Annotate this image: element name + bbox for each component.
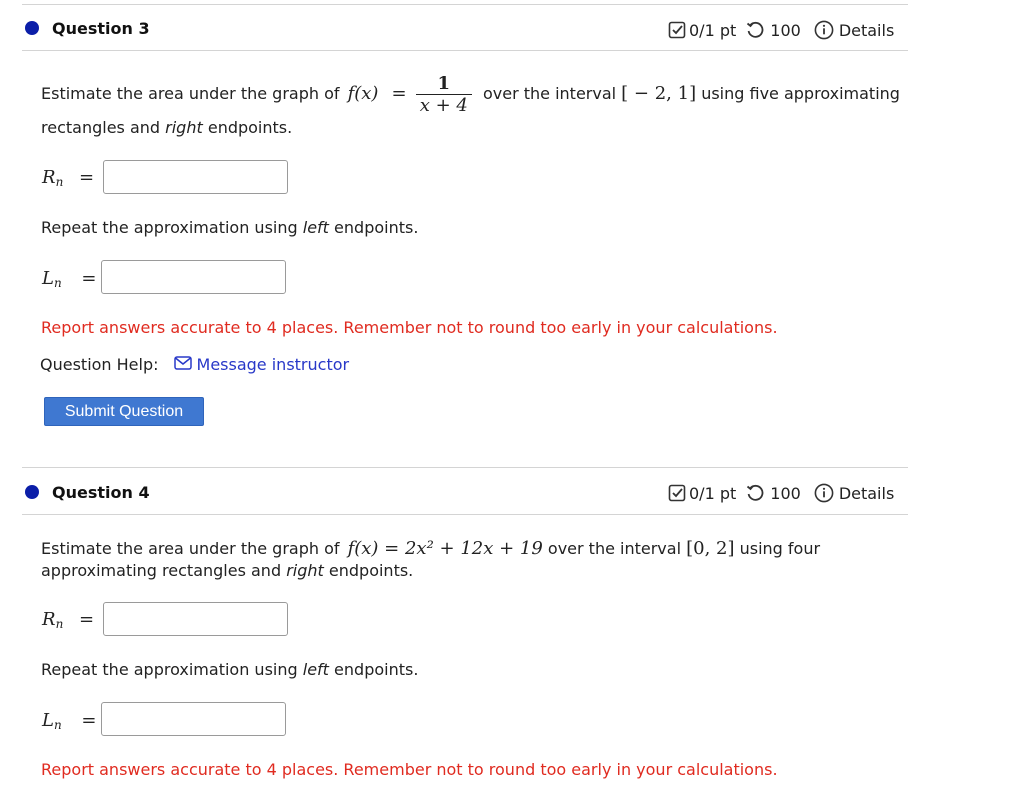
question-4-meta [668, 483, 894, 503]
prompt-end: using four [739, 539, 821, 558]
question-4-title: Question 4 [52, 483, 150, 502]
rn-letter: R [42, 167, 56, 188]
repeat-emphasis: left [302, 660, 329, 679]
ln-label: $L_n$ = [42, 268, 97, 290]
rn-subscript: n [55, 175, 64, 189]
question-3-ln-input[interactable] [101, 260, 286, 294]
ln-letter: L [42, 268, 54, 289]
prompt-end: using five approximating [701, 84, 900, 103]
question-help-label: Question Help: [40, 355, 159, 374]
repeat-end: endpoints. [334, 660, 419, 679]
rn-letter: R [42, 609, 56, 630]
question-4-score: 0/1 pt [689, 483, 737, 503]
info-icon[interactable] [814, 20, 834, 40]
fraction-denominator: x + 4 [416, 94, 472, 116]
check-square-icon [668, 484, 686, 502]
question-4-rn-input[interactable] [103, 602, 288, 636]
info-icon[interactable] [814, 483, 834, 503]
fraction-numerator: 1 [437, 73, 451, 94]
rn-subscript: n [55, 617, 64, 631]
prompt-line2-start: approximating rectangles and [41, 561, 282, 580]
divider-q4-top [22, 467, 908, 468]
question-4-prompt-line1 [41, 538, 820, 559]
question-4-report-note: Report answers accurate to 4 places. Remember not to round too early in your calculations. [41, 760, 778, 779]
rn-label: $R_n$ = [42, 609, 95, 631]
envelope-icon[interactable] [174, 355, 192, 374]
question-3-prompt-line1: Estimate the area under the graph of f(x) = $\frac{1}{x + 4}$ over the interval [ − 2, 1] using five approximating [41, 73, 900, 116]
question-3-status-dot [25, 21, 39, 35]
repeat-end: endpoints. [334, 218, 419, 237]
question-3-repeat-text [41, 218, 418, 237]
question-3-score: 0/1 pt [689, 20, 737, 40]
ln-subscript: n [53, 718, 62, 732]
check-square-icon [668, 21, 686, 39]
prompt-line2-start: rectangles and [41, 118, 161, 137]
prompt-start: Estimate the area under the graph of [41, 539, 340, 558]
prompt-start: Estimate the area under the graph of [41, 84, 340, 103]
prompt-line2-emphasis: right [165, 118, 203, 137]
question-4-attempts: 100 [770, 483, 801, 503]
prompt-line2-end: endpoints. [328, 561, 414, 580]
question-3-details-link[interactable]: Details [838, 20, 895, 40]
question-3-title: Question 3 [52, 19, 150, 38]
retry-icon [746, 21, 764, 39]
submit-question-button[interactable]: Submit Question [44, 397, 204, 426]
question-3-rn-input[interactable] [103, 160, 288, 194]
prompt-mid: over the interval [547, 539, 682, 558]
question-3-prompt-line2 [41, 118, 292, 137]
prompt-line2-end: endpoints. [207, 118, 293, 137]
question-3-meta [668, 20, 894, 40]
question-help [40, 355, 349, 374]
rn-label: $R_n$ = [42, 167, 95, 189]
function-fraction [416, 73, 472, 116]
question-4-status-dot [25, 485, 39, 499]
message-instructor-link[interactable]: Message instructor [196, 355, 350, 374]
divider-top [22, 4, 908, 5]
repeat-emphasis: left [302, 218, 329, 237]
ln-label: $L_n$ = [42, 710, 97, 732]
repeat-start: Repeat the approximation using [41, 660, 298, 679]
function-expression: f(x) = 2x² + 12x + 19 [347, 538, 543, 559]
question-4-details-link[interactable]: Details [838, 483, 895, 503]
repeat-start: Repeat the approximation using [41, 218, 298, 237]
function-lhs: f(x) [347, 83, 379, 104]
question-3-attempts: 100 [770, 20, 801, 40]
question-3-report-note: Report answers accurate to 4 places. Remember not to round too early in your calculations. [41, 318, 778, 337]
ln-letter: L [42, 710, 54, 731]
ln-subscript: n [53, 276, 62, 290]
divider-q3-header [22, 50, 908, 51]
divider-q4-header [22, 514, 908, 515]
interval: [0, 2] [686, 538, 735, 559]
question-4-ln-input[interactable] [101, 702, 286, 736]
prompt-mid: over the interval [482, 84, 617, 103]
prompt-line2-emphasis: right [286, 561, 324, 580]
question-4-repeat-text [41, 660, 418, 679]
interval: [ − 2, 1] [621, 83, 697, 104]
retry-icon [746, 484, 764, 502]
question-4-prompt-line2 [41, 561, 413, 580]
